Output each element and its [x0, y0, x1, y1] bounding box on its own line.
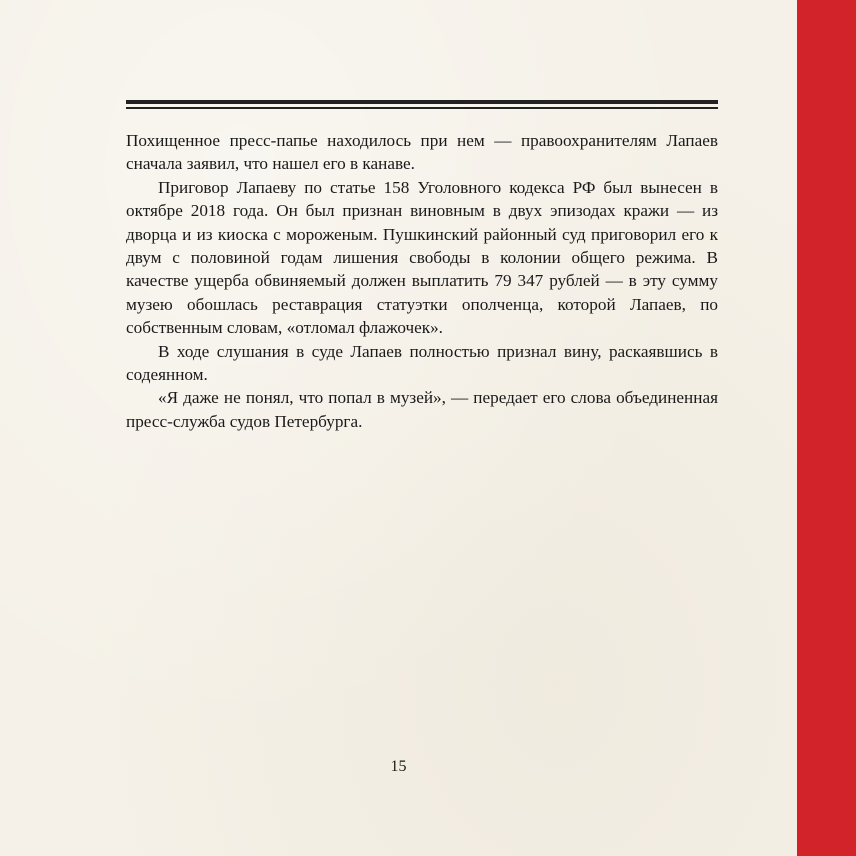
- body-text: [126, 129, 718, 433]
- header-rule-thick: [126, 100, 718, 104]
- paragraph-3: В ходе слушания в суде Лапаев полностью признал вину, раскаявшись в содеянном.: [126, 341, 718, 385]
- paragraph-4: «Я даже не понял, что попал в музей», — передает его слова объединенная пресс-служба судов Петербурга.: [126, 388, 718, 431]
- paragraph-1: Похищенное пресс-папье находилось при нем — правоохранителям Лапаев сначала заявил, что нашел его в канаве.: [126, 131, 718, 174]
- paragraph-2: Приговор Лапаеву по статье 158 Уголовного кодекса РФ был вынесен в октябре 2018 года. Он был признан виновным в двух эпизодах кражи — из дворца и из киоска с мороженым. Пушкинский районный суд приговорил его к двум с половиной годам лишения свободы в колонии общего режима. В качестве ущерба обвиняемый должен выплатить 79 347 рублей — в эту сумму музею обошлась реставрация статуэтки ополченца, которой Лапаев, по собственным словам, «отломал флажочек».: [126, 177, 718, 338]
- header-rule-thin: [126, 107, 718, 109]
- page-number: 15: [390, 758, 407, 775]
- red-edge-stripe: [797, 0, 856, 856]
